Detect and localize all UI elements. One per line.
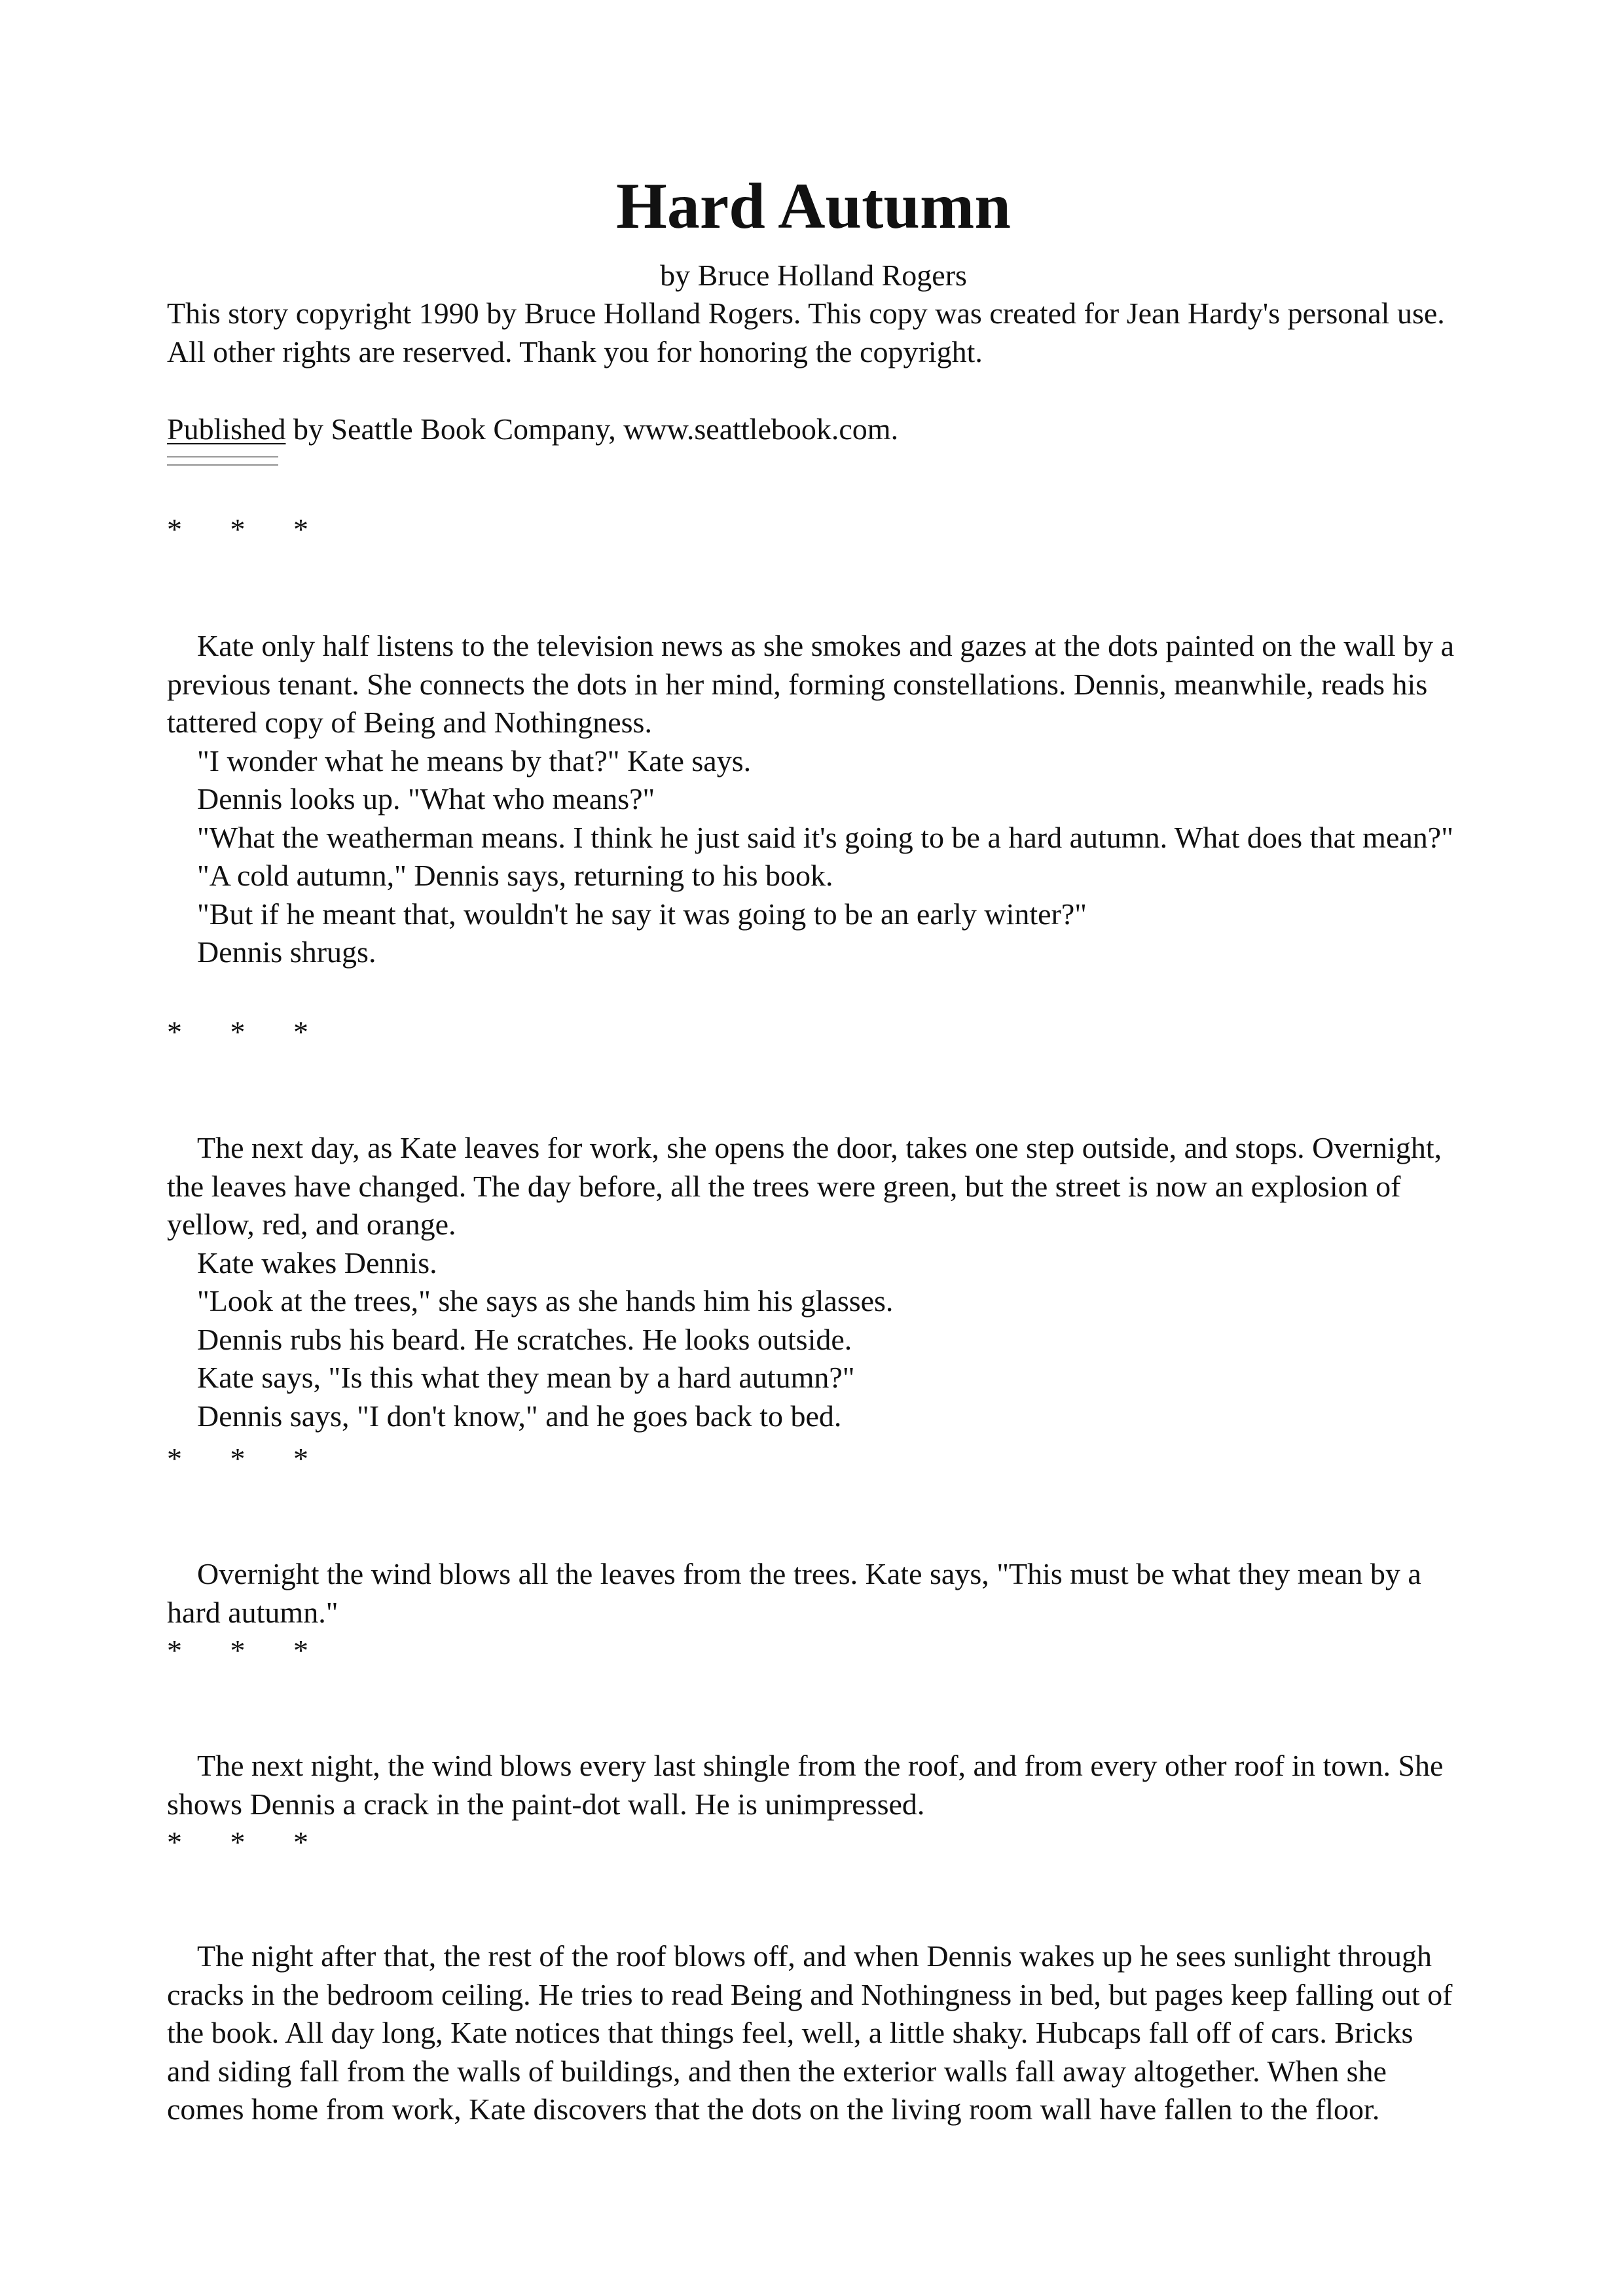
publisher-text [167,410,1460,449]
story-title: Hard Autumn [616,170,1011,242]
paragraph: "A cold autumn," Dennis says, returning to his book. [197,859,833,892]
paragraph: "What the weatherman means. I think he just said it's going to be a hard autumn. What does that mean?" [197,820,1453,854]
paragraph: The next night, the wind blows every last shingle from the roof, and from every other roof in town. She shows Dennis a crack in the paint-dot wall. He is unimpressed. [167,1749,1444,1821]
section-2 [167,1129,1460,1435]
publisher-details: by Seattle Book Company, www.seattlebook.com. [285,412,899,446]
section-1 [167,627,1460,972]
section-4 [167,1747,1460,1823]
section-separator: * * * [167,1825,308,1859]
paragraph: "I wonder what he means by that?" Kate says. [197,744,752,778]
paragraph: The night after that, the rest of the roof blows off, and when Dennis wakes up he sees sunlight through cracks in the bedroom ceiling. He tries to read Being and Nothingness in bed, but pages keep falling out of the book. All day long, Kate notices that things feel, well, a little shaky. Hubcaps fall off of cars. Bricks and siding fall from the walls of buildings, and then the exterior walls fall away altogether. When she comes home from work, Kate discovers that the dots on the living room wall have fallen to the floor. [167,1939,1453,2126]
copyright-notice [167,295,1460,371]
section-5 [167,1937,1460,2129]
paragraph: "Look at the trees," she says as she hands him his glasses. [197,1284,894,1318]
section-separator: * * * [167,1015,308,1049]
paragraph: Dennis looks up. "What who means?" [197,782,655,816]
copyright-text: This story copyright 1990 by Bruce Holland Rogers. This copy was created for Jean Hardy's personal use. All other rights are reserved. Thank you for honoring the copyright. [167,296,1445,368]
publisher-line [167,410,1460,449]
section-separator: * * * [167,1442,308,1475]
author-byline: by Bruce Holland Rogers [660,259,967,292]
paragraph: Dennis shrugs. [197,935,376,969]
publisher-link[interactable]: Published [167,412,286,446]
section-separator: * * * [167,512,308,546]
paragraph: "But if he meant that, wouldn't he say it was going to be an early winter?" [197,897,1087,931]
section-3 [167,1555,1460,1632]
paragraph: Overnight the wind blows all the leaves from the trees. Kate says, "This must be what they mean by a hard autumn." [167,1557,1421,1629]
double-rule-divider [167,456,278,466]
section-separator: * * * [167,1634,308,1667]
paragraph: Kate wakes Dennis. [197,1246,437,1280]
paragraph: Kate only half listens to the television news as she smokes and gazes at the dots painted on the wall by a previous tenant. She connects the dots in her mind, forming constellations. Dennis, meanwhile, reads his tattered copy of Being and Nothingness. [167,629,1455,739]
paragraph: Kate says, "Is this what they mean by a hard autumn?" [197,1361,855,1394]
paragraph: Dennis rubs his beard. He scratches. He looks outside. [197,1322,852,1356]
paragraph: The next day, as Kate leaves for work, she opens the door, takes one step outside, and stops. Overnight, the leaves have changed. The day before, all the trees were green, but the street is now an explosion of yellow, red, and orange. [167,1131,1442,1241]
paragraph: Dennis says, "I don't know," and he goes back to bed. [197,1399,842,1433]
